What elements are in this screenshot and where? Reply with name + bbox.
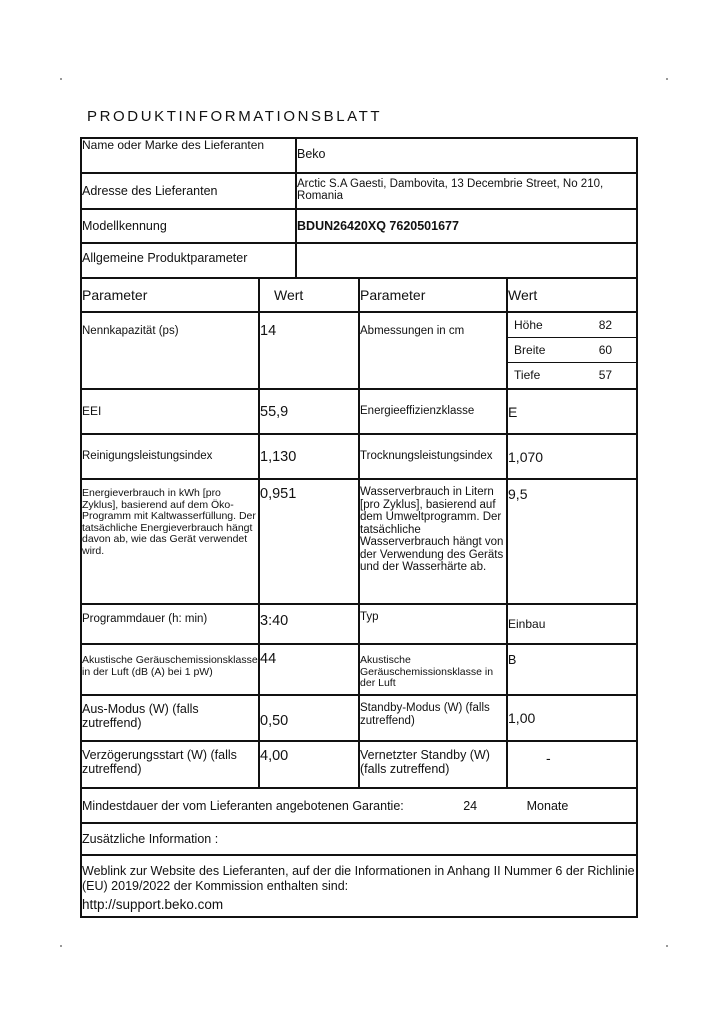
- cleaning-index-label: Reinigungsleistungsindex: [81, 434, 259, 479]
- program-duration-label: Programmdauer (h: min): [81, 604, 259, 644]
- drying-index-value: 1,070: [507, 434, 637, 479]
- capacity-row: [81, 312, 637, 389]
- weblink-url[interactable]: http://support.beko.com: [82, 897, 224, 912]
- weblink-text: Weblink zur Website des Lieferanten, auf der die Informationen in Anhang II Nummer 6 der Richlinie (EU) 2019/2022 der Kommission enthalten sind:: [82, 864, 635, 893]
- weblink-cell: [81, 855, 637, 917]
- networked-standby-value: -: [507, 741, 637, 788]
- capacity-value: 14: [259, 312, 359, 389]
- water-consumption-label: Wasserverbrauch in Litern [pro Zyklus], basierend auf dem Umweltprogramm. Der tatsächliche Wasserverbrauch hängt von der Verwendung des Geräts und der Wasserhärte ab.: [359, 479, 507, 604]
- energy-class-label: Energieeffizienzklasse: [359, 389, 507, 434]
- noise-class-value: B: [507, 644, 637, 695]
- supplier-name-value: Beko: [296, 138, 637, 173]
- off-mode-label: Aus-Modus (W) (falls zutreffend): [81, 695, 259, 741]
- warranty-unit: Monate: [526, 798, 569, 813]
- depth-value: 57: [598, 368, 613, 382]
- warranty-value: 24: [463, 798, 478, 813]
- header-value-1: Wert: [259, 278, 359, 312]
- energy-class-value: E: [507, 389, 637, 434]
- supplier-name-label: Name oder Marke des Lieferanten: [81, 138, 296, 173]
- dimensions-table: [508, 313, 636, 387]
- drying-index-label: Trocknungsleistungsindex: [359, 434, 507, 479]
- product-info-table: [80, 137, 638, 918]
- standby-value: 1,00: [507, 695, 637, 741]
- general-params-value: [296, 243, 637, 278]
- general-params-label: Allgemeine Produktparameter: [81, 243, 296, 278]
- noise-row: [81, 644, 637, 695]
- corner-mark-bottom-right: [666, 945, 668, 947]
- off-mode-row: [81, 695, 637, 741]
- noise-value: 44: [259, 644, 359, 695]
- dimension-width-row: [508, 338, 636, 363]
- off-mode-value: 0,50: [259, 695, 359, 741]
- width-value: 60: [572, 338, 636, 363]
- height-label: Höhe: [508, 313, 572, 338]
- corner-mark-top-right: [666, 78, 668, 80]
- dimension-height-row: [508, 313, 636, 338]
- eei-row: [81, 389, 637, 434]
- dimensions-cell: [507, 312, 637, 389]
- cleaning-index-value: 1,130: [259, 434, 359, 479]
- additional-info-row: [81, 823, 637, 855]
- model-row: [81, 209, 637, 243]
- supplier-name-row: [81, 138, 637, 173]
- header-parameter-2: Parameter: [359, 278, 507, 312]
- warranty-label: Mindestdauer der vom Lieferanten angebotenen Garantie:: [82, 798, 404, 813]
- energy-consumption-value: 0,951: [259, 479, 359, 604]
- additional-info-label: Zusätzliche Information :: [81, 823, 637, 855]
- noise-class-label: Akustische Geräuschemissionsklasse in der Luft: [359, 644, 507, 695]
- header-row: [81, 278, 637, 312]
- corner-mark-bottom-left: [60, 945, 62, 947]
- header-parameter-1: Parameter: [81, 278, 259, 312]
- warranty-cell: [81, 788, 637, 823]
- program-duration-value: 3:40: [259, 604, 359, 644]
- noise-label: Akustische Geräuschemissionsklasse in der Luft (dB (A) bei 1 pW): [81, 644, 259, 695]
- model-value: BDUN26420XQ 7620501677: [296, 209, 637, 243]
- networked-standby-label: Vernetzter Standby (W) (falls zutreffend): [359, 741, 507, 788]
- header-value-2: Wert: [507, 278, 637, 312]
- water-consumption-value: 9,5: [507, 479, 637, 604]
- supplier-address-row: [81, 173, 637, 209]
- height-value: 82: [572, 313, 636, 338]
- duration-row: [81, 604, 637, 644]
- type-label: Typ: [359, 604, 507, 644]
- corner-mark-top-left: [60, 78, 62, 80]
- delay-start-row: [81, 741, 637, 788]
- supplier-address-label: Adresse des Lieferanten: [81, 173, 296, 209]
- standby-label: Standby-Modus (W) (falls zutreffend): [359, 695, 507, 741]
- eei-label: EEI: [81, 389, 259, 434]
- dimensions-label: Abmessungen in cm: [359, 312, 507, 389]
- eei-value: 55,9: [259, 389, 359, 434]
- delay-start-label: Verzögerungsstart (W) (falls zutreffend): [81, 741, 259, 788]
- width-label: Breite: [508, 338, 572, 363]
- weblink-row: [81, 855, 637, 917]
- dimension-depth-row: [508, 363, 636, 388]
- delay-start-value: 4,00: [259, 741, 359, 788]
- consumption-row: [81, 479, 637, 604]
- capacity-label: Nennkapazität (ps): [81, 312, 259, 389]
- depth-label: Tiefe: [514, 368, 541, 382]
- model-label: Modellkennung: [81, 209, 296, 243]
- warranty-row: [81, 788, 637, 823]
- general-params-row: [81, 243, 637, 278]
- cleaning-row: [81, 434, 637, 479]
- type-value: Einbau: [507, 604, 637, 644]
- energy-consumption-label: Energieverbrauch in kWh [pro Zyklus], basierend auf dem Öko-Programm mit Kaltwasserfüllung. Der tatsächliche Energieverbrauch hängt davon ab, wie das Gerät verwendet wird.: [81, 479, 259, 604]
- supplier-address-value: Arctic S.A Gaesti, Dambovita, 13 Decembrie Street, No 210, Romania: [296, 173, 637, 209]
- page-title: PRODUKTINFORMATIONSBLATT: [87, 108, 383, 125]
